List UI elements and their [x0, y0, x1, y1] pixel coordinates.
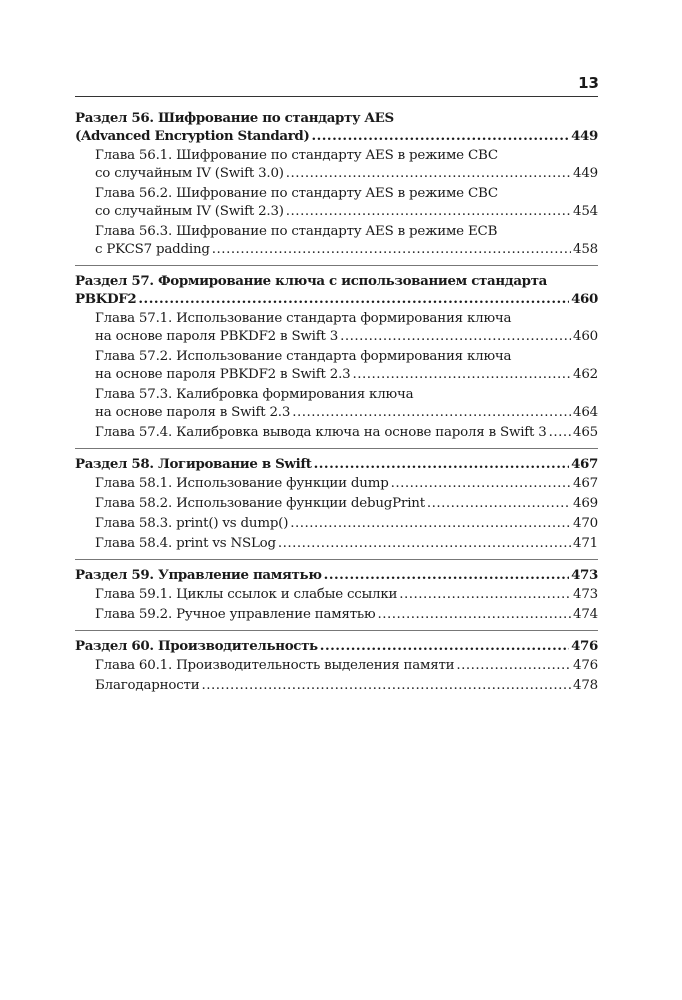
chapter-title: со случайным IV (Swift 2.3): [95, 204, 284, 219]
entry-line: [95, 535, 598, 553]
dot-leader: [286, 165, 571, 183]
chapter-entry[interactable]: [75, 677, 598, 695]
entry-line: [95, 310, 598, 328]
chapter-title: Благодарности: [95, 678, 200, 693]
chapter-title: Глава 56.2. Шифрование по стандарту AES в режиме CBC: [95, 186, 498, 201]
chapter-entry[interactable]: [75, 185, 598, 221]
page-ref: 471: [573, 536, 598, 551]
dot-leader: [340, 328, 571, 346]
chapter-title: Глава 57.2. Использование стандарта формирования ключа: [95, 349, 512, 364]
section-title: Раздел 60. Производительность: [75, 638, 318, 654]
chapter-entry[interactable]: [75, 348, 598, 384]
entry-line: [75, 637, 598, 655]
chapter-title: на основе пароля в Swift 2.3: [95, 405, 291, 420]
chapter-entry[interactable]: [75, 515, 598, 533]
chapter-title: на основе пароля PBKDF2 в Swift 3: [95, 329, 339, 344]
page-ref: 473: [571, 567, 598, 583]
dot-leader: [324, 566, 569, 584]
page-ref: 449: [573, 166, 598, 181]
chapter-entry[interactable]: [75, 310, 598, 346]
entry-line: [95, 495, 598, 513]
entry-line: [95, 386, 598, 404]
chapter-entry[interactable]: [75, 147, 598, 183]
header-rule: [75, 96, 598, 97]
entry-line: [95, 241, 598, 259]
entry-line: [95, 677, 598, 695]
page-ref: 467: [573, 476, 598, 491]
chapter-title: Глава 58.4. print vs NSLog: [95, 536, 276, 551]
dot-leader: [427, 495, 571, 513]
entry-line: [95, 404, 598, 422]
section-title: Раздел 58. Логирование в Swift: [75, 456, 312, 472]
page-ref: 473: [573, 587, 598, 602]
dot-leader: [292, 404, 571, 422]
entry-line: [95, 657, 598, 675]
section-heading[interactable]: [75, 566, 598, 584]
entry-line: [95, 165, 598, 183]
dot-leader: [377, 606, 571, 624]
chapter-entry[interactable]: [75, 223, 598, 259]
entry-line: [75, 455, 598, 473]
dot-leader: [286, 203, 571, 221]
chapter-title: Глава 57.4. Калибровка вывода ключа на основе пароля в Swift 3: [95, 425, 547, 440]
dot-leader: [290, 515, 571, 533]
chapter-title: на основе пароля PBKDF2 в Swift 2.3: [95, 367, 351, 382]
chapter-entry[interactable]: [75, 535, 598, 553]
page-ref: 464: [573, 405, 598, 420]
page-number: 13: [578, 74, 599, 92]
chapter-title: Глава 57.3. Калибровка формирования ключа: [95, 387, 414, 402]
page-ref: 449: [571, 128, 598, 144]
entry-line: [95, 185, 598, 203]
chapter-entry[interactable]: [75, 657, 598, 675]
page-ref: 458: [573, 242, 598, 257]
page-ref: 467: [571, 456, 598, 472]
section-title: Раздел 59. Управление памятью: [75, 567, 322, 583]
dot-leader: [201, 677, 571, 695]
dot-leader: [549, 424, 571, 442]
chapter-title: Глава 60.1. Производительность выделения памяти: [95, 658, 455, 673]
chapter-title: Глава 59.1. Циклы ссылок и слабые ссылки: [95, 587, 398, 602]
dot-leader: [311, 127, 569, 145]
page-ref: 460: [573, 329, 598, 344]
entry-line: [95, 586, 598, 604]
dot-leader: [278, 535, 571, 553]
section-heading[interactable]: [75, 272, 598, 308]
dot-leader: [314, 455, 570, 473]
toc-section: [75, 109, 598, 266]
page-ref: 460: [571, 291, 598, 307]
chapter-entry[interactable]: [75, 475, 598, 493]
page-ref: 474: [573, 607, 598, 622]
dot-leader: [352, 366, 571, 384]
chapter-title: Глава 59.2. Ручное управление памятью: [95, 607, 376, 622]
entry-line: [95, 348, 598, 366]
table-of-contents: [75, 109, 598, 707]
toc-section: [75, 566, 598, 631]
page-ref: 469: [573, 496, 598, 511]
chapter-title: Глава 57.1. Использование стандарта формирования ключа: [95, 311, 512, 326]
section-title: Раздел 57. Формирование ключа с использованием стандарта: [75, 273, 547, 289]
chapter-entry[interactable]: [75, 495, 598, 513]
page-ref: 476: [573, 658, 598, 673]
section-title: (Advanced Encryption Standard): [75, 128, 310, 144]
toc-section: [75, 637, 598, 701]
dot-leader: [212, 241, 571, 259]
section-heading[interactable]: [75, 637, 598, 655]
entry-line: [95, 223, 598, 241]
entry-line: [75, 566, 598, 584]
page-ref: 470: [573, 516, 598, 531]
entry-line: [95, 424, 598, 442]
chapter-title: Глава 58.1. Использование функции dump: [95, 476, 389, 491]
section-heading[interactable]: [75, 455, 598, 473]
dot-leader: [391, 475, 571, 493]
dot-leader: [138, 290, 569, 308]
chapter-entry[interactable]: [75, 586, 598, 604]
chapter-title: Глава 58.3. print() vs dump(): [95, 516, 289, 531]
chapter-entry[interactable]: [75, 424, 598, 442]
chapter-title: со случайным IV (Swift 3.0): [95, 166, 284, 181]
chapter-entry[interactable]: [75, 606, 598, 624]
toc-section: [75, 272, 598, 449]
section-title: Раздел 56. Шифрование по стандарту AES: [75, 110, 394, 126]
entry-line: [75, 272, 598, 290]
entry-line: [95, 475, 598, 493]
chapter-title: Глава 56.1. Шифрование по стандарту AES в режиме CBC: [95, 148, 498, 163]
page-ref: 476: [571, 638, 598, 654]
page-ref: 454: [573, 204, 598, 219]
page-ref: 465: [573, 425, 598, 440]
page-ref: 462: [573, 367, 598, 382]
chapter-title: с PKCS7 padding: [95, 242, 210, 257]
chapter-entry[interactable]: [75, 386, 598, 422]
page-ref: 478: [573, 678, 598, 693]
toc-section: [75, 455, 598, 560]
dot-leader: [399, 586, 571, 604]
entry-line: [95, 515, 598, 533]
section-title: PBKDF2: [75, 291, 137, 307]
section-heading[interactable]: [75, 109, 598, 145]
entry-line: [75, 109, 598, 127]
dot-leader: [456, 657, 571, 675]
chapter-title: Глава 56.3. Шифрование по стандарту AES в режиме ECB: [95, 224, 498, 239]
entry-line: [95, 203, 598, 221]
chapter-title: Глава 58.2. Использование функции debugPrint: [95, 496, 425, 511]
entry-line: [95, 328, 598, 346]
entry-line: [95, 147, 598, 165]
entry-line: [95, 366, 598, 384]
entry-line: [75, 127, 598, 145]
entry-line: [95, 606, 598, 624]
dot-leader: [320, 637, 569, 655]
entry-line: [75, 290, 598, 308]
